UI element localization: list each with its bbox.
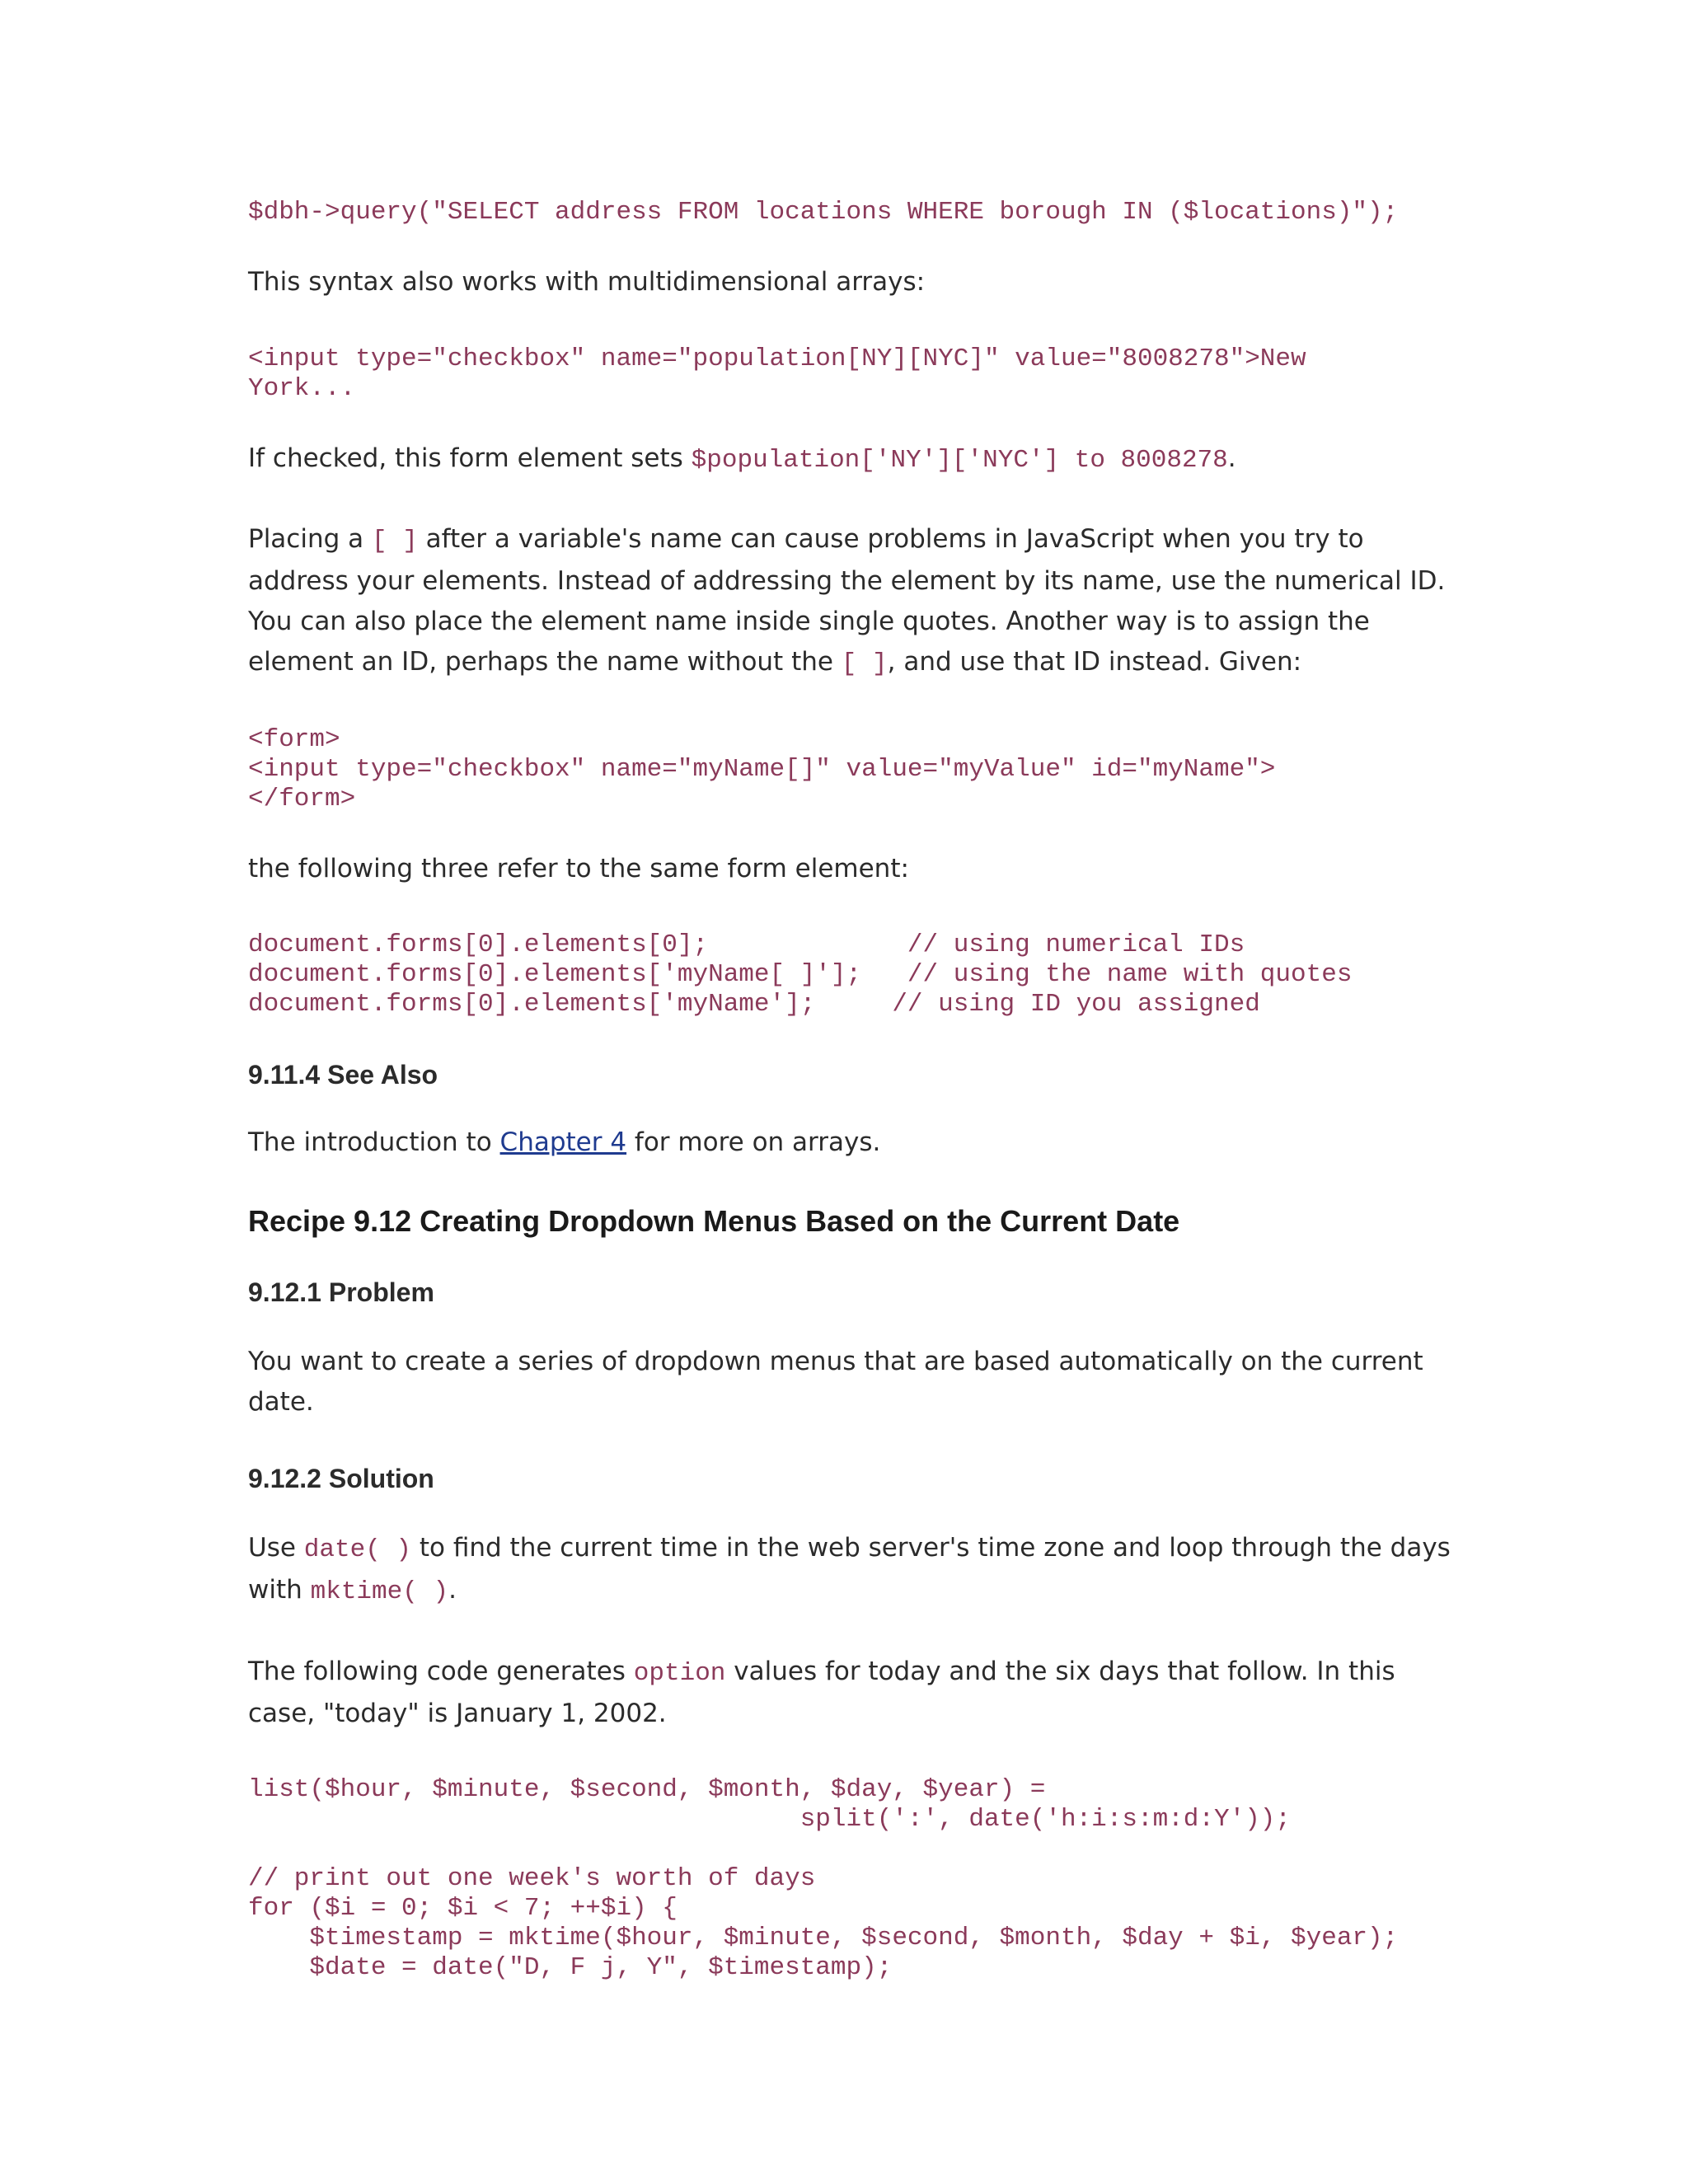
text: after a variable's name can cause problems in JavaScript when you try to address your elements. Instead of addressing the element by its name, use the numerical ID. You can also place the element name inside single quotes. Another way is to assign the element an ID, perhaps the name without the — [248, 524, 1446, 677]
paragraph-problem: You want to create a series of dropdown menus that are based automatically on the current date. — [248, 1347, 1423, 1417]
paragraph-following-three: the following three refer to the same form element: — [248, 854, 909, 883]
heading-problem: 9.12.1 Problem — [248, 1277, 434, 1307]
heading-recipe-9-12: Recipe 9.12 Creating Dropdown Menus Based on the Current Date — [248, 1204, 1180, 1238]
text: . — [448, 1575, 457, 1605]
code-block-document-forms: document.forms[0].elements[0]; // using numerical IDs document.forms[0].elements['myName[ ]']; // using the name with quotes document.forms[0].elements['myName']; // using ID you assigned — [248, 930, 1353, 1019]
text: for more on arrays. — [626, 1127, 881, 1157]
text: The introduction to — [248, 1127, 500, 1157]
code-block-form: <form> <input type="checkbox" name="myName[]" value="myValue" id="myName"> </form> — [248, 725, 1276, 813]
paragraph-introduction — [248, 1122, 1451, 1163]
paragraph-if-checked — [248, 438, 1451, 480]
text: . — [1227, 443, 1236, 473]
text: to find the current time in the web server's time zone and loop through the days with — [248, 1533, 1451, 1605]
text: values for today and the six days that follow. In this case, "today" is January 1, 2002. — [248, 1657, 1395, 1728]
inline-code: date( ) — [303, 1535, 412, 1564]
code-block-query: $dbh->query("SELECT address FROM locations WHERE borough IN ($locations)"); — [248, 198, 1399, 227]
inline-code: [ ] — [841, 649, 888, 678]
text: , and use that ID instead. Given: — [887, 647, 1302, 677]
paragraph-multidimensional: This syntax also works with multidimensional arrays: — [248, 267, 926, 297]
inline-code: [ ] — [372, 527, 418, 555]
paragraph-placing-brackets — [248, 519, 1451, 684]
code-block-list-dates: list($hour, $minute, $second, $month, $day, $year) = split(':', date('h:i:s:m:d:Y')); // print out one week's worth of days for ($i = 0; $i < 7; ++$i) { $timestamp = mktime($hour, $minute, $second, $month, $day + $i, $year); $date = date("D, F j, Y", $timestamp); — [248, 1775, 1399, 1982]
inline-code: option — [633, 1659, 726, 1688]
text: The following code generates — [248, 1657, 634, 1686]
heading-see-also: 9.11.4 See Also — [248, 1060, 438, 1090]
inline-code: $population['NY']['NYC'] to 8008278 — [691, 446, 1228, 475]
paragraph-use-date — [248, 1528, 1451, 1612]
heading-solution: 9.12.2 Solution — [248, 1464, 434, 1493]
paragraph-generates-option — [248, 1652, 1451, 1734]
code-block-checkbox-input: <input type="checkbox" name="population[NY][NYC]" value="8008278">New York... — [248, 344, 1306, 403]
chapter-4-link[interactable]: Chapter 4 — [499, 1127, 627, 1157]
text: Use — [248, 1533, 304, 1563]
text: If checked, this form element sets — [248, 443, 692, 473]
inline-code: mktime( ) — [310, 1577, 449, 1606]
text: Placing a — [248, 524, 372, 554]
